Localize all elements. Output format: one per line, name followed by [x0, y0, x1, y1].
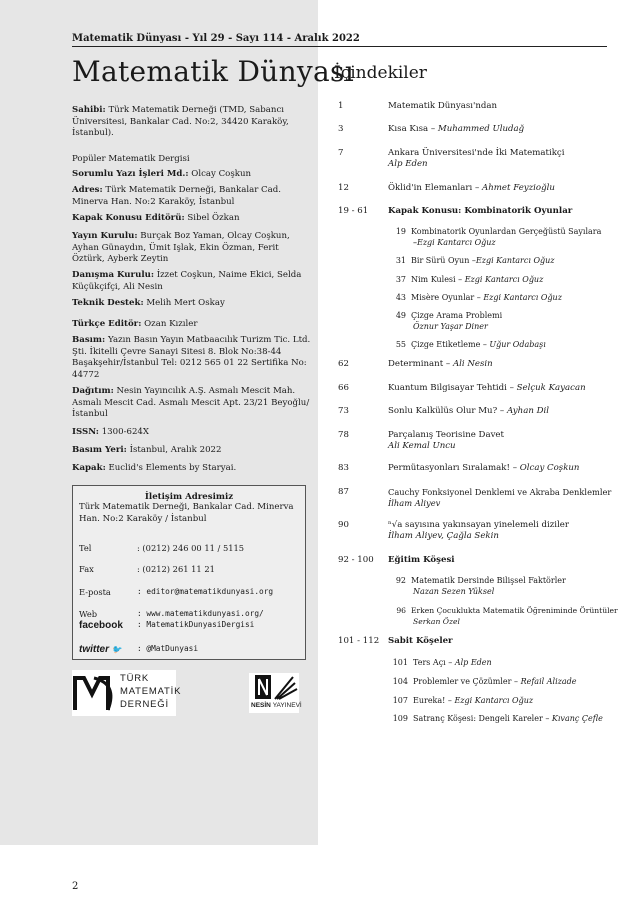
magazine-title: Matematik Dünyası: [72, 55, 354, 88]
twitter-icon: twitter 🐦: [79, 644, 122, 655]
toc-subentry[interactable]: 107 Eureka! – Ezgi Kantarcı Oğuz: [392, 696, 534, 705]
info-owner: Sahibi: Türk Matematik Derneği (TMD, Sabancı Üniversitesi, Bankalar Cad. No:2, 34420 Karaköy, İstanbul).: [72, 105, 289, 138]
nesin-logo-mark: [249, 673, 299, 701]
info-advisory: Danışma Kurulu: İzzet Coşkun, Naime Ekici, Selda Küçükçifçi, Ali Nesin: [72, 270, 302, 292]
nesin-logo-sub: YAYINEVİ: [272, 702, 302, 709]
info-board: Yayın Kurulu: Burçak Boz Yaman, Olcay Coşkun, Ayhan Günaydın, Ümit Işlak, Ekin Özman, Ferit Öztürk, Ayberk Zeytin: [72, 231, 290, 264]
info-print-place: Basım Yeri: İstanbul, Aralık 2022: [72, 445, 222, 455]
info-cover: Kapak: Euclid's Elements by Staryai.: [72, 463, 237, 473]
nesin-logo: [249, 673, 302, 713]
info-print: Basım: Yazın Basın Yayın Matbaacılık Turizm Tic. Ltd. Şti. İkitelli Çevre Sanayi Sitesi 8. Blok No:38-44 Başakşehir/İstanbul Tel: 0212 565 01 22 Sertifika No: 44772: [72, 335, 311, 380]
contact-tel: Tel : (0212) 246 00 11 / 5115: [79, 543, 245, 553]
toc-subentry[interactable]: 37 Nim Kulesi – Ezgi Kantarcı Oğuz: [395, 275, 544, 284]
toc-title: İçindekiler: [334, 63, 427, 83]
nesin-logo-text: NESİN: [251, 702, 271, 709]
toc-subentry[interactable]: 104 Problemler ve Çözümler – Refail Alizade: [392, 677, 577, 686]
contact-box: [72, 485, 306, 660]
contact-fax: Fax : (0212) 261 11 21: [79, 564, 215, 574]
info-editor: Sorumlu Yazı İşleri Md.: Olcay Coşkun: [72, 169, 252, 179]
toc-subentry[interactable]: 55 Çizge Etiketleme – Uğur Odabaşı: [395, 340, 546, 349]
contact-email[interactable]: E-posta : editor@matematikdunyasi.org: [79, 587, 274, 597]
toc-subentry[interactable]: 109 Satranç Köşesi: Dengeli Kareler – Kıvanç Çefle: [392, 714, 603, 723]
contact-web[interactable]: Web : www.matematikdunyasi.org/: [79, 609, 264, 619]
facebook-icon: facebook: [79, 620, 123, 631]
toc-subentry[interactable]: 92 Matematik Dersinde Bilişsel Faktörler Nazan Sezen Yüksel: [395, 576, 566, 596]
tmd-logo: [72, 670, 182, 716]
contact-facebook[interactable]: facebook : MatematikDunyasiDergisi: [79, 620, 255, 631]
tmd-logo-line1: TÜRK: [120, 673, 150, 684]
toc-subentry[interactable]: 19 Kombinatorik Oyunlardan Gerçeğüstü Sayılara –Ezgi Kantarcı Oğuz: [395, 227, 602, 247]
info-issn: ISSN: 1300-624X: [72, 427, 149, 437]
toc-subentry[interactable]: 31 Bir Sürü Oyun –Ezgi Kantarcı Oğuz: [395, 256, 555, 265]
page-number: 2: [72, 881, 79, 892]
info-distribution: Dağıtım: Nesin Yayıncılık A.Ş. Asmalı Mescit Mah. Asmalı Mescit Cad. Asmalı Mescit Apt. 23/21 Beyoğlu/İstanbul: [72, 386, 310, 419]
toc-subentry[interactable]: 43 Misère Oyunlar – Ezgi Kantarcı Oğuz: [395, 293, 562, 302]
info-turkish-editor: Türkçe Editör: Ozan Kızıler: [72, 319, 198, 329]
contact-twitter[interactable]: twitter 🐦 : @MatDunyasi: [79, 644, 199, 655]
toc-subentry[interactable]: 96 Erken Çocuklukta Matematik Öğreniminde Örüntüler Serkan Özel: [396, 606, 618, 626]
toc-subentry[interactable]: 101 Ters Açı – Alp Eden: [392, 658, 492, 667]
tmd-logo-line3: DERNEĞİ: [120, 699, 169, 710]
running-header: Matematik Dünyası - Yıl 29 - Sayı 114 - Aralık 2022: [72, 33, 607, 47]
contact-title: İletişim Adresimiz: [144, 492, 234, 502]
contact-address: Türk Matematik Derneği, Bankalar Cad. Minerva Han. No:2 Karaköy / İstanbul: [79, 502, 294, 524]
info-cover-editor: Kapak Konusu Editörü: Sibel Özkan: [72, 213, 240, 223]
tmd-logo-line2: MATEMATİK: [120, 686, 182, 697]
info-address: Adres: Türk Matematik Derneği, Bankalar Cad. Minerva Han. No:2 Karaköy, İstanbul: [72, 185, 281, 207]
toc-subentry[interactable]: 49 Çizge Arama Problemi Öznur Yaşar Diner: [395, 311, 503, 331]
info-tech: Teknik Destek: Melih Mert Oskay: [72, 298, 225, 308]
info-subtitle: Popüler Matematik Dergisi: [72, 154, 190, 164]
